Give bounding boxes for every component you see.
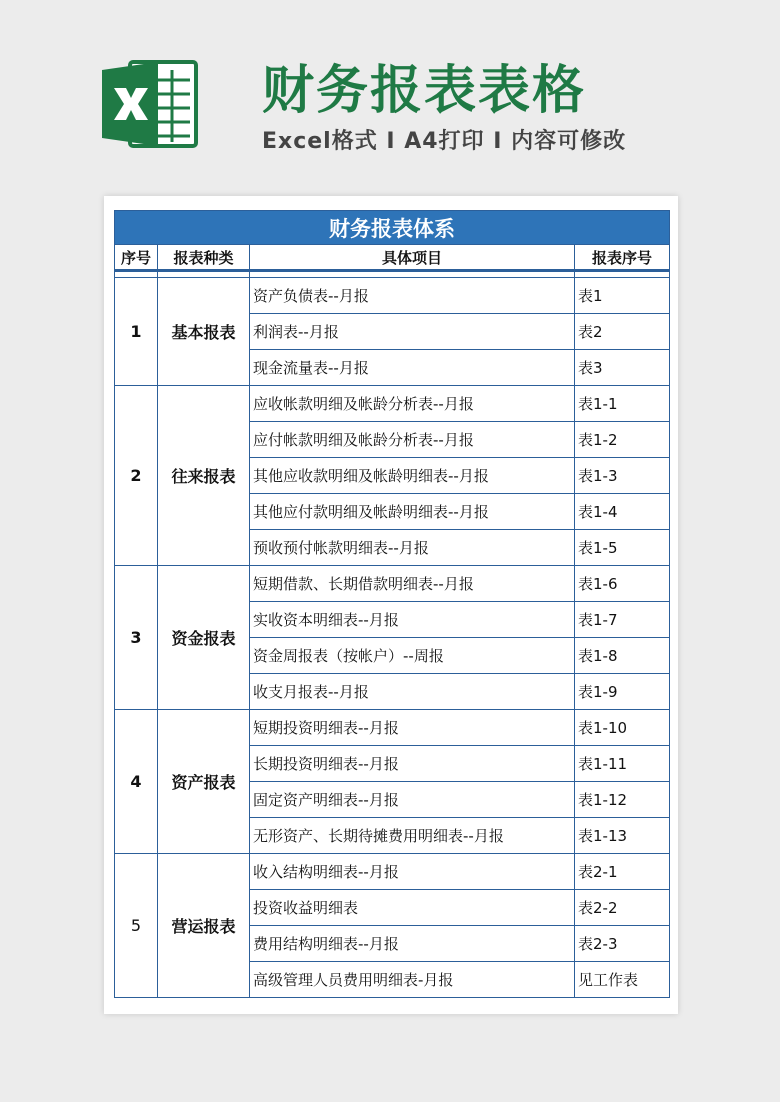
report-item: 投资收益明细表 xyxy=(250,890,575,926)
table-row xyxy=(115,854,670,890)
table-row xyxy=(115,278,670,314)
report-code: 表1-12 xyxy=(575,782,670,818)
group-number: 1 xyxy=(115,278,158,386)
table-row xyxy=(115,386,670,422)
report-code: 表1-5 xyxy=(575,530,670,566)
report-item: 费用结构明细表--月报 xyxy=(250,926,575,962)
report-code: 表2-1 xyxy=(575,854,670,890)
group-number: 3 xyxy=(115,566,158,710)
column-header-no: 序号 xyxy=(115,245,158,271)
report-code: 表1-7 xyxy=(575,602,670,638)
table-banner: 财务报表体系 xyxy=(115,211,670,245)
table-row xyxy=(115,710,670,746)
report-item: 预收预付帐款明细表--月报 xyxy=(250,530,575,566)
spacer-row xyxy=(115,271,670,278)
report-item: 收入结构明细表--月报 xyxy=(250,854,575,890)
spreadsheet-preview xyxy=(104,196,678,1014)
report-code: 表2-2 xyxy=(575,890,670,926)
column-header-code: 报表序号 xyxy=(575,245,670,271)
report-item: 资金周报表（按帐户）--周报 xyxy=(250,638,575,674)
report-code: 见工作表 xyxy=(575,962,670,998)
report-item: 实收资本明细表--月报 xyxy=(250,602,575,638)
report-code: 表3 xyxy=(575,350,670,386)
group-category: 资金报表 xyxy=(158,566,250,710)
report-code: 表2-3 xyxy=(575,926,670,962)
report-code: 表1-3 xyxy=(575,458,670,494)
report-code: 表1 xyxy=(575,278,670,314)
report-item: 其他应收款明细及帐龄明细表--月报 xyxy=(250,458,575,494)
group-category: 资产报表 xyxy=(158,710,250,854)
report-item: 高级管理人员费用明细表-月报 xyxy=(250,962,575,998)
page-subtitle: Excel格式 I A4打印 I 内容可修改 xyxy=(262,129,627,154)
report-item: 短期投资明细表--月报 xyxy=(250,710,575,746)
report-item: 其他应付款明细及帐龄明细表--月报 xyxy=(250,494,575,530)
report-item: 固定资产明细表--月报 xyxy=(250,782,575,818)
report-item: 应收帐款明细及帐龄分析表--月报 xyxy=(250,386,575,422)
page-header xyxy=(0,0,780,190)
excel-icon xyxy=(100,58,200,150)
report-code: 表1-4 xyxy=(575,494,670,530)
report-item: 现金流量表--月报 xyxy=(250,350,575,386)
group-number: 2 xyxy=(115,386,158,566)
group-category: 往来报表 xyxy=(158,386,250,566)
group-number: 5 xyxy=(115,854,158,998)
report-item: 长期投资明细表--月报 xyxy=(250,746,575,782)
report-code: 表1-13 xyxy=(575,818,670,854)
report-code: 表1-6 xyxy=(575,566,670,602)
report-item: 应付帐款明细及帐龄分析表--月报 xyxy=(250,422,575,458)
column-header-item: 具体项目 xyxy=(250,245,575,271)
column-header-category: 报表种类 xyxy=(158,245,250,271)
report-item: 利润表--月报 xyxy=(250,314,575,350)
report-code: 表1-2 xyxy=(575,422,670,458)
page-title: 财务报表表格 xyxy=(262,61,587,121)
report-code: 表1-11 xyxy=(575,746,670,782)
report-code: 表1-1 xyxy=(575,386,670,422)
group-category: 基本报表 xyxy=(158,278,250,386)
report-item: 短期借款、长期借款明细表--月报 xyxy=(250,566,575,602)
group-number: 4 xyxy=(115,710,158,854)
report-code: 表1-8 xyxy=(575,638,670,674)
report-item: 无形资产、长期待摊费用明细表--月报 xyxy=(250,818,575,854)
group-category: 营运报表 xyxy=(158,854,250,998)
report-code: 表1-10 xyxy=(575,710,670,746)
report-table xyxy=(114,210,670,998)
table-row xyxy=(115,566,670,602)
report-code: 表1-9 xyxy=(575,674,670,710)
report-item: 资产负债表--月报 xyxy=(250,278,575,314)
report-code: 表2 xyxy=(575,314,670,350)
report-item: 收支月报表--月报 xyxy=(250,674,575,710)
